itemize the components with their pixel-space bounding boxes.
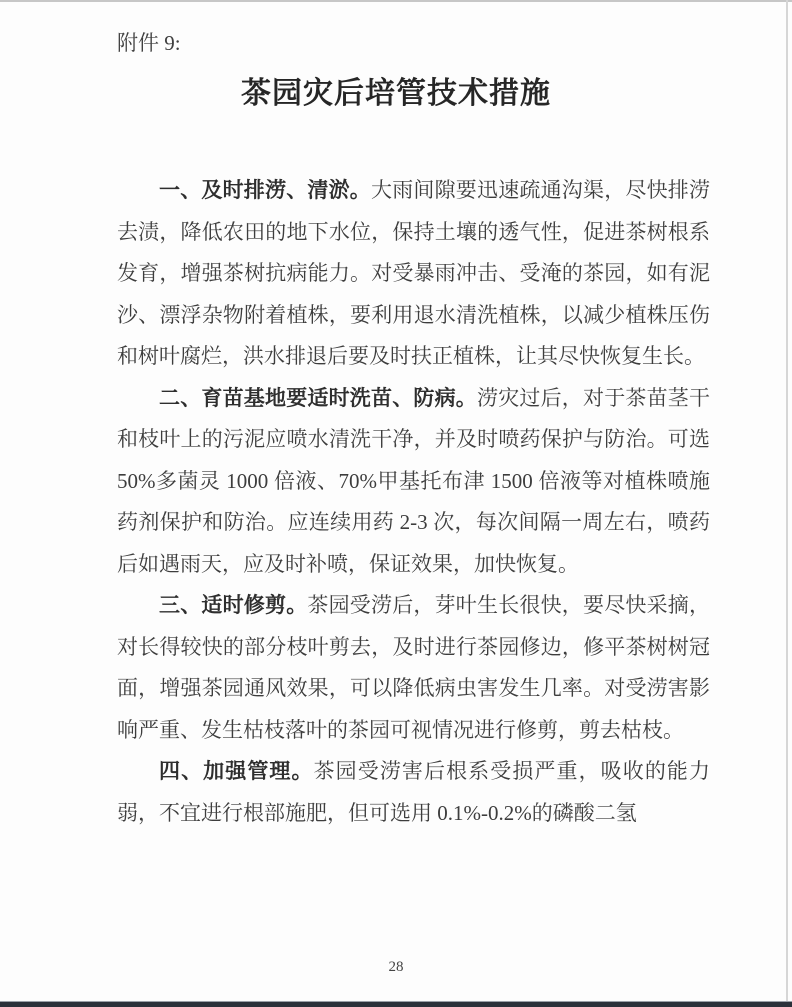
- scan-artifact-top-line: [0, 0, 792, 2]
- page-number: 28: [388, 959, 404, 975]
- attachment-label: 附件 9:: [117, 31, 181, 55]
- scan-artifact-bottom-band: [0, 1001, 792, 1007]
- paragraph-text-1: 大雨间隙要迅速疏通沟渠，尽快排涝去渍，降低农田的地下水位，保持土壤的透气性，促进茶树根系发育，增强茶树抗病能力。对受暴雨冲击、受淹的茶园，如有泥沙、漂浮杂物附着植株，要利用退水清洗植株，以减少植株压伤和树叶腐烂，洪水排退后要及时扶正植株，让其尽快恢复生长。: [117, 178, 710, 368]
- section-heading-4: 四、加强管理。: [159, 759, 314, 783]
- paragraph-text-3: 茶园受涝后，芽叶生长很快，要尽快采摘，对长得较快的部分枝叶剪去，及时进行茶园修边，修平茶树树冠面，增强茶园通风效果，可以降低病虫害发生几率。对受涝害影响严重、发生枯枝落叶的茶园可视情况进行修剪，剪去枯枝。: [117, 593, 711, 742]
- page-title: 茶园灾后培管技术措施: [241, 77, 551, 110]
- section-heading-3: 三、适时修剪。: [159, 593, 308, 617]
- paragraph-text-2: 涝灾过后，对于茶苗茎干和枝叶上的污泥应喷水清洗干净，并及时喷药保护与防治。可选 50%多菌灵 1000 倍液、70%甲基托布津 1500 倍液等对植株喷施药剂保护和防治。应连续用药 2-3 次，每次间隔一周左右，喷药后如遇雨天，应及时补喷，保证效果，加快恢复。: [117, 385, 710, 576]
- document-body: [117, 170, 710, 834]
- section-heading-2: 二、育苗基地要适时洗苗、防病。: [159, 385, 477, 410]
- paragraph-drainage: [117, 170, 710, 378]
- paragraph-text-4: 茶园受涝害后根系受损严重，吸收的能力弱，不宜进行根部施肥，但可选用 0.1%-0.2%的磷酸二氢: [117, 759, 711, 825]
- paragraph-pruning: [117, 585, 710, 751]
- paragraph-seedling: [117, 378, 710, 586]
- scan-artifact-right-line: [786, 0, 788, 1007]
- section-heading-1: 一、及时排涝、清淤。: [159, 178, 371, 202]
- paragraph-management: [117, 751, 710, 834]
